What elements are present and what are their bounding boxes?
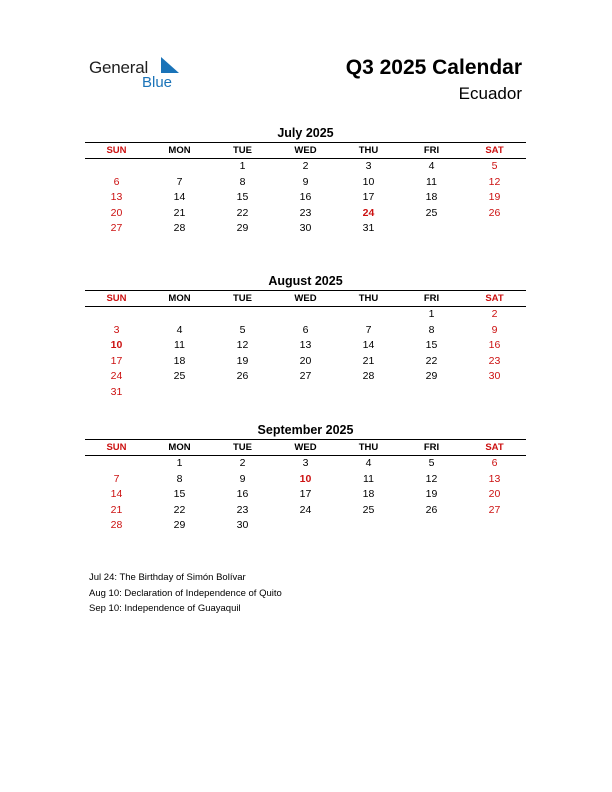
day-cell: 18 [425,191,438,204]
day-cell: 4 [176,323,183,336]
weekday-label: FRI [423,145,440,156]
empty-day-cell [463,385,526,401]
week-row [85,472,526,488]
day-cell: 8 [428,323,435,336]
day-cell: 29 [236,222,249,235]
day-cell: 1 [176,457,183,469]
day-cell: 19 [488,191,501,204]
weekday-header-row [85,142,526,159]
day-cell: 8 [176,472,183,485]
month-calendar-july [85,125,526,237]
week-row [85,206,526,222]
day-cell: 26 [488,206,501,219]
day-cell: 7 [113,472,120,485]
day-cell: 28 [173,222,186,235]
weekday-label: SUN [106,442,127,453]
day-cell: 15 [236,191,249,204]
weekday-label: TUE [233,442,252,453]
day-cell: 17 [299,488,312,501]
weekday-label: WED [294,293,317,304]
day-cell: 25 [425,206,438,219]
day-cell: 29 [425,370,438,383]
day-cell: 22 [425,354,438,367]
holiday-note: Jul 24: The Birthday of Simón Bolívar [89,572,246,583]
weekday-label: SAT [485,293,504,304]
day-cell: 26 [236,370,249,383]
day-cell: 9 [239,472,246,485]
day-cell: 26 [425,503,438,516]
weekday-header-row [85,439,526,456]
day-cell: 4 [428,160,435,172]
day-cell: 15 [425,339,438,352]
empty-day-cell [148,385,211,401]
empty-day-cell [400,385,463,401]
day-cell: 16 [236,488,249,501]
day-cell: 28 [362,370,375,383]
week-row [85,307,526,323]
month-calendar-september [85,422,526,534]
weekday-label: MON [168,293,191,304]
day-cell: 8 [239,175,246,188]
weekday-label: FRI [423,293,440,304]
weekday-label: TUE [233,293,252,304]
holiday-note: Aug 10: Declaration of Independence of Quito [89,587,282,599]
day-cell: 30 [488,370,501,383]
day-cell: 19 [425,488,438,501]
day-cell: 30 [236,519,249,532]
day-cell: 27 [488,503,501,516]
empty-day-cell [85,159,148,175]
week-row [85,190,526,206]
weekday-label: THU [358,293,379,304]
week-row [85,338,526,354]
weekday-label: MON [168,145,191,156]
day-cell: 9 [302,175,309,188]
day-cell: 1 [239,160,246,172]
day-cell: 17 [362,191,375,204]
day-cell: 28 [110,519,123,532]
weekday-label: SAT [485,145,504,156]
day-cell: 23 [299,206,312,219]
day-cell: 23 [488,354,501,367]
weekday-label: MON [168,442,191,453]
day-cell: 6 [491,457,498,469]
day-cell: 27 [299,370,312,383]
day-cell: 20 [488,488,501,501]
day-cell: 16 [488,339,501,352]
day-cell: 6 [302,323,309,336]
day-cell: 21 [362,354,375,367]
day-cell: 20 [299,354,312,367]
day-cell: 3 [365,160,372,172]
day-cell: 31 [110,385,123,398]
weekday-label: THU [358,442,379,453]
day-cell: 13 [110,191,123,204]
day-cell: 10 [299,472,312,485]
day-cell: 21 [173,206,186,219]
empty-day-cell [274,385,337,401]
day-cell: 9 [491,323,498,336]
day-cell: 14 [362,339,375,352]
day-cell: 10 [362,175,375,188]
month-title: August 2025 [268,274,343,288]
week-row [85,487,526,503]
weekday-label: FRI [423,442,440,453]
empty-day-cell [211,307,274,323]
day-cell: 6 [113,175,120,188]
day-cell: 24 [362,206,375,219]
empty-day-cell [463,221,526,237]
day-cell: 2 [239,457,246,469]
day-cell: 5 [491,160,498,172]
day-cell: 24 [299,503,312,516]
empty-day-cell [211,385,274,401]
day-cell: 13 [299,339,312,352]
day-cell: 11 [363,472,374,485]
weekday-label: SAT [485,442,504,453]
month-calendar-august [85,273,526,401]
weekday-label: TUE [233,145,252,156]
empty-day-cell [85,456,148,472]
day-cell: 3 [113,323,120,336]
day-cell: 7 [365,323,372,336]
day-cell: 18 [362,488,375,501]
day-cell: 31 [362,222,375,235]
holiday-note: Sep 10: Independence of Guayaquil [89,603,241,614]
week-row [85,503,526,519]
day-cell: 18 [173,354,186,367]
country-name: Ecuador [458,84,522,103]
empty-day-cell [337,385,400,401]
day-cell: 24 [110,370,123,383]
page-title: Q3 2025 Calendar [345,56,522,79]
weekday-label: SUN [106,293,127,304]
day-cell: 11 [174,339,185,352]
day-cell: 15 [173,488,186,501]
day-cell: 14 [110,488,123,501]
day-cell: 17 [110,354,123,367]
day-cell: 12 [236,339,249,352]
day-cell: 20 [110,206,123,219]
holiday-notes [89,570,282,617]
day-cell: 12 [425,472,438,485]
empty-day-cell [85,307,148,323]
week-row [85,354,526,370]
day-cell: 7 [176,175,183,188]
weekday-label: WED [294,145,317,156]
day-cell: 25 [362,503,375,516]
month-title: September 2025 [257,423,354,437]
day-cell: 14 [173,191,186,204]
week-row [85,175,526,191]
week-row [85,221,526,237]
day-cell: 29 [173,519,186,532]
day-cell: 12 [488,175,501,188]
day-cell: 25 [173,370,186,383]
empty-day-cell [148,159,211,175]
day-cell: 3 [302,457,309,469]
empty-day-cell [337,307,400,323]
weekday-label: THU [358,145,379,156]
day-cell: 10 [110,339,123,352]
week-row [85,456,526,472]
empty-day-cell [463,518,526,534]
day-cell: 11 [426,175,437,188]
empty-day-cell [400,221,463,237]
day-cell: 22 [236,206,249,219]
weekday-header-row [85,290,526,307]
weekday-label: SUN [106,145,127,156]
week-row [85,385,526,401]
day-cell: 21 [110,503,123,516]
month-title: July 2025 [277,126,334,140]
empty-day-cell [400,518,463,534]
logo-text-blue: Blue [142,74,173,91]
week-row [85,159,526,175]
day-cell: 5 [428,457,435,469]
day-cell: 1 [428,308,435,320]
day-cell: 19 [236,354,249,367]
week-row [85,518,526,534]
day-cell: 5 [239,323,246,336]
day-cell: 16 [299,191,312,204]
generalblue-logo [89,56,189,96]
day-cell: 2 [491,308,498,320]
logo-triangle-icon [159,57,179,73]
empty-day-cell [274,518,337,534]
weekday-label: WED [294,442,317,453]
empty-day-cell [148,307,211,323]
week-row [85,369,526,385]
day-cell: 23 [236,503,249,516]
day-cell: 27 [110,222,123,235]
day-cell: 4 [365,457,372,469]
day-cell: 13 [488,472,501,485]
day-cell: 22 [173,503,186,516]
logo-text-general: General [89,58,149,77]
week-row [85,323,526,339]
empty-day-cell [337,518,400,534]
day-cell: 30 [299,222,312,235]
day-cell: 2 [302,160,309,172]
empty-day-cell [274,307,337,323]
